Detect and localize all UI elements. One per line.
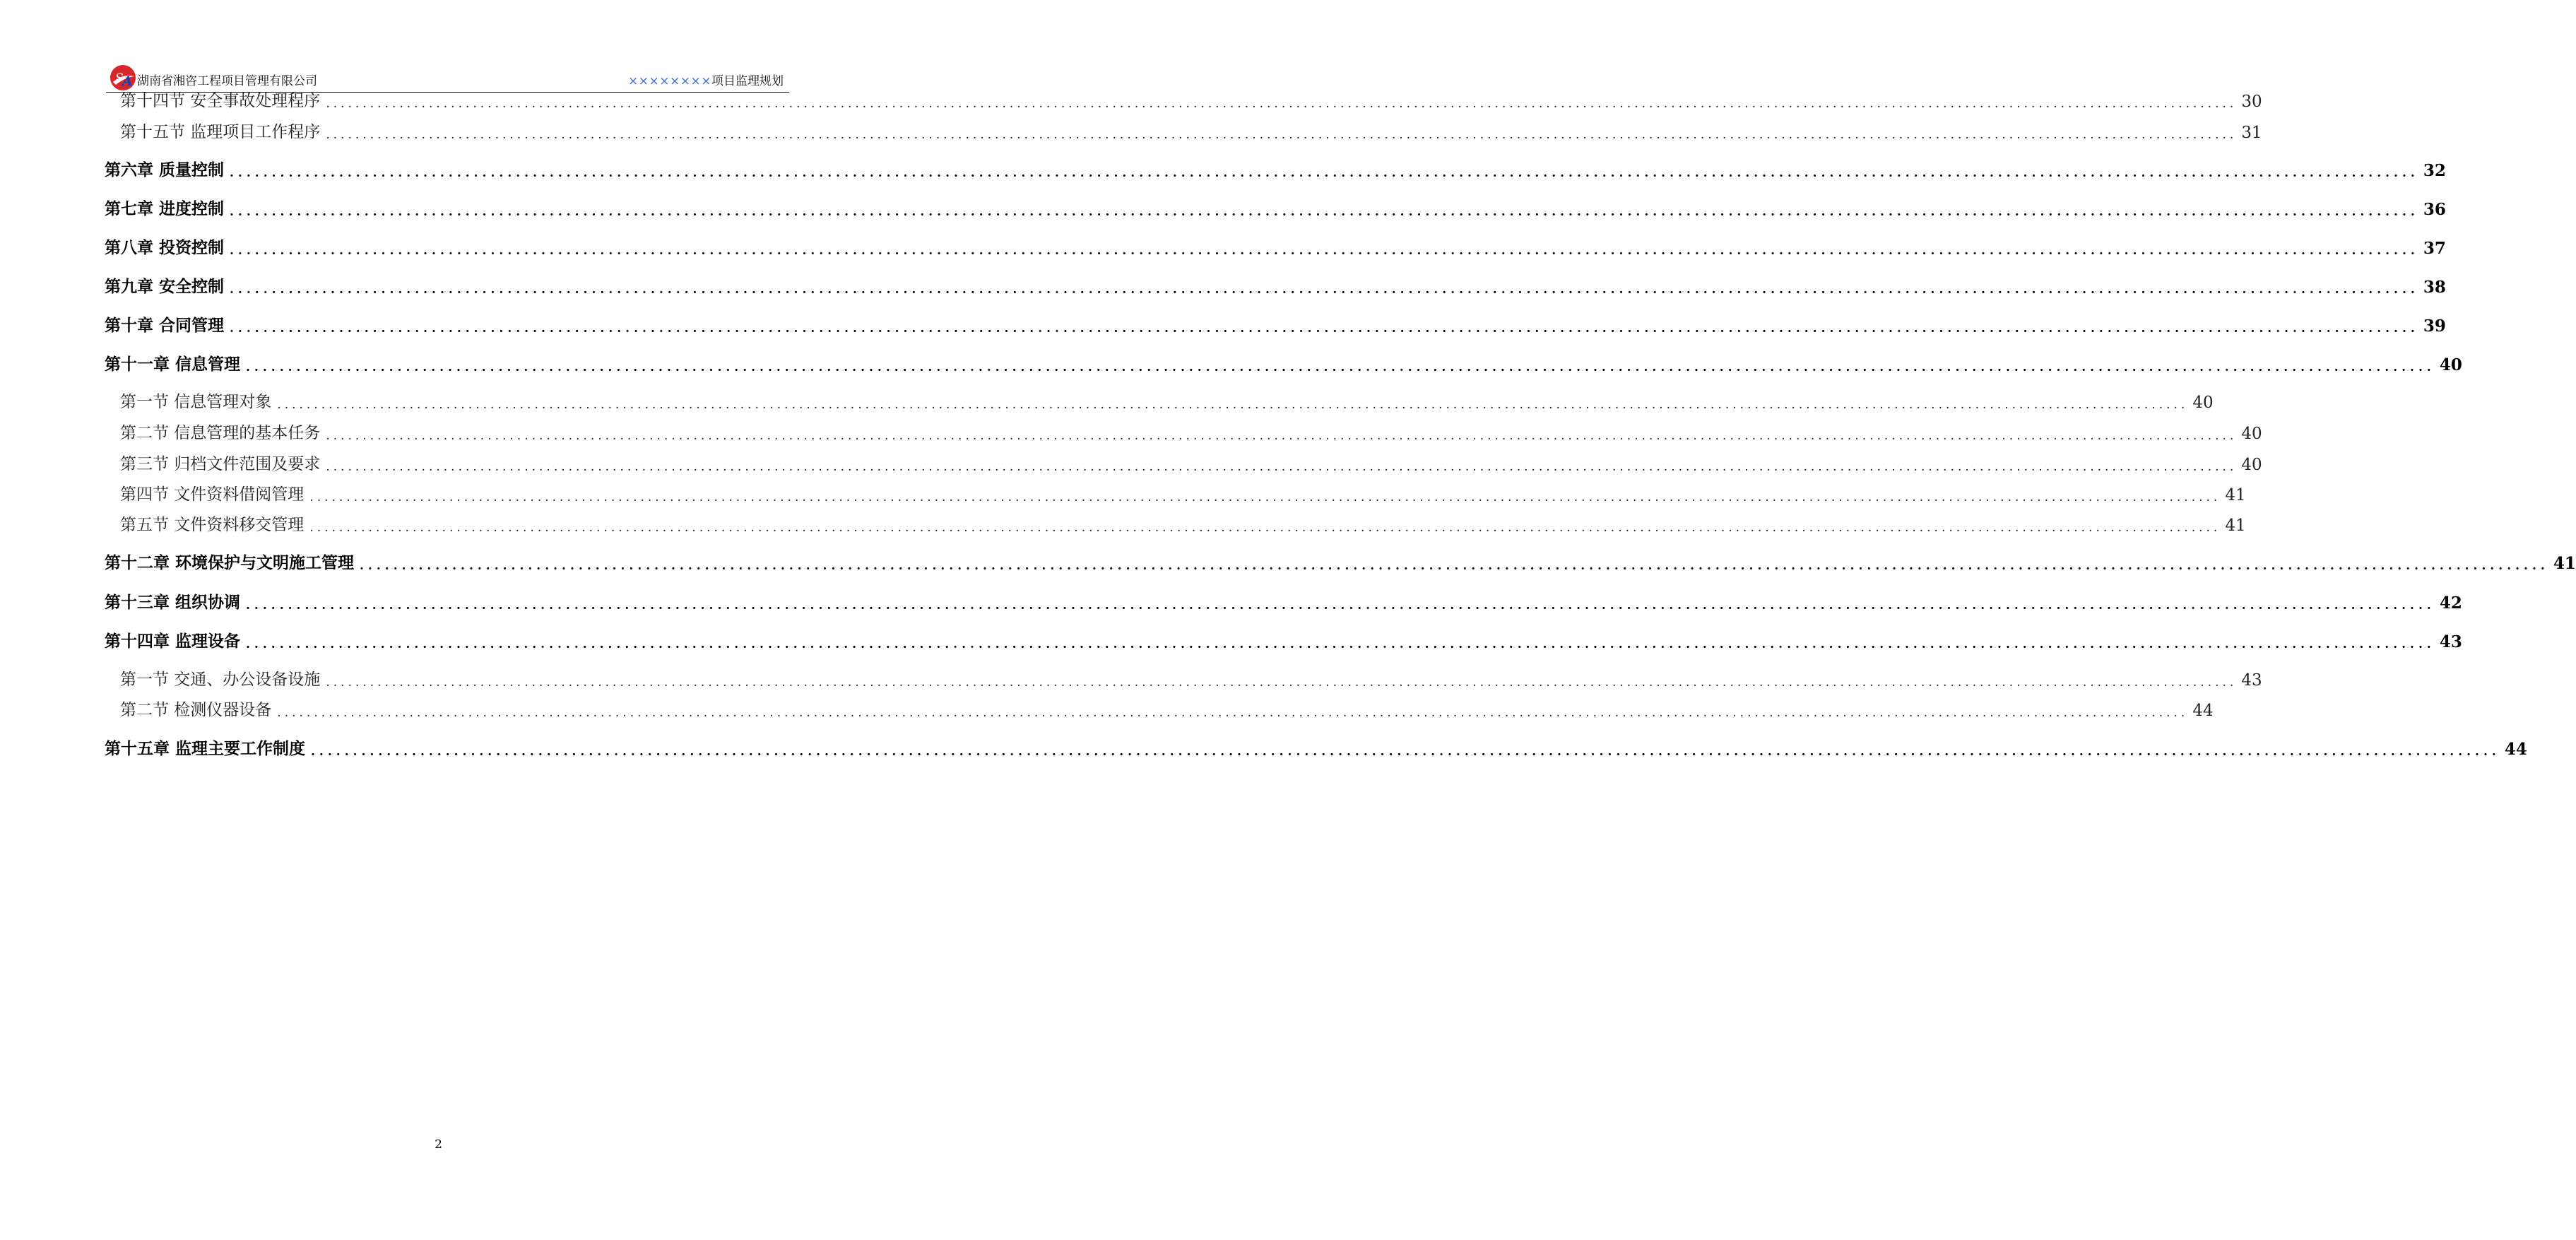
toc-leader-dots: ....................................................................................................................................................................................................................................................................	[246, 360, 2435, 374]
toc-entry-label: 第二节 信息管理的基本任务	[120, 424, 321, 442]
toc-entry-label: 第七章 进度控制	[105, 199, 225, 218]
toc-section-entry[interactable]	[120, 119, 2262, 142]
toc-section-entry[interactable]	[120, 666, 2262, 690]
toc-entry-label: 第十五节 监理项目工作程序	[120, 123, 321, 141]
toc-leader-dots: ....................................................................................................................................................................................................................................................................	[230, 244, 2419, 258]
toc-entry-label: 第二节 检测仪器设备	[120, 701, 272, 719]
toc-entry-page: 40	[2192, 394, 2214, 412]
toc-entry-page: 40	[2439, 355, 2462, 374]
toc-entry-label: 第十五章 监理主要工作制度	[105, 739, 306, 758]
toc-section-entry[interactable]	[120, 697, 2214, 720]
toc-entry-page: 42	[2439, 594, 2462, 613]
toc-section-entry[interactable]	[120, 451, 2262, 474]
toc-leader-dots: ....................................................................................................................................................................................................................................................................	[326, 460, 2238, 474]
toc-leader-dots: ....................................................................................................................................................................................................................................................................	[277, 398, 2189, 412]
toc-chapter-entry[interactable]	[105, 273, 2446, 297]
toc-chapter-entry[interactable]	[105, 736, 2527, 759]
toc-entry-label: 第十一章 信息管理	[105, 355, 241, 374]
toc-chapter-entry[interactable]	[105, 157, 2446, 180]
toc-leader-dots: ....................................................................................................................................................................................................................................................................	[311, 745, 2500, 759]
toc-chapter-entry[interactable]	[105, 312, 2446, 336]
toc-leader-dots: ....................................................................................................................................................................................................................................................................	[326, 429, 2238, 443]
toc-leader-dots: ....................................................................................................................................................................................................................................................................	[277, 706, 2189, 720]
toc-entry-label: 第十章 合同管理	[105, 316, 225, 335]
toc-entry-label: 第四节 文件资料借阅管理	[120, 485, 305, 504]
toc-chapter-entry[interactable]	[105, 550, 2576, 573]
toc-chapter-entry[interactable]	[105, 196, 2446, 219]
toc-entry-label: 第八章 投资控制	[105, 238, 225, 257]
svg-text:A: A	[122, 73, 133, 89]
toc-leader-dots: ....................................................................................................................................................................................................................................................................	[230, 283, 2419, 297]
toc-entry-label: 第三节 归档文件范围及要求	[120, 455, 321, 473]
toc-entry-label: 第六章 质量控制	[105, 160, 225, 179]
title-placeholder-marks: ××××××××	[628, 74, 711, 88]
toc-entry-label: 第一节 交通、办公设备设施	[120, 671, 321, 689]
toc-entry-page: 40	[2241, 425, 2262, 443]
toc-entry-page: 37	[2423, 239, 2446, 258]
toc-entry-page: 40	[2241, 456, 2262, 474]
toc-entry-page: 41	[2553, 554, 2576, 573]
toc-leader-dots: ....................................................................................................................................................................................................................................................................	[326, 675, 2238, 690]
toc-leader-dots: ....................................................................................................................................................................................................................................................................	[230, 205, 2419, 219]
toc-entry-page: 38	[2423, 278, 2446, 297]
toc-entry-page: 31	[2241, 124, 2262, 142]
toc-entry-page: 44	[2504, 740, 2527, 759]
toc-entry-label: 第十四节 安全事故处理程序	[120, 92, 321, 110]
toc-entry-page: 36	[2423, 200, 2446, 219]
toc-entry-page: 32	[2423, 161, 2446, 180]
toc-section-entry[interactable]	[120, 481, 2246, 504]
toc-leader-dots: ....................................................................................................................................................................................................................................................................	[309, 490, 2221, 504]
toc-entry-label: 第五节 文件资料移交管理	[120, 516, 305, 534]
toc-entry-label: 第九章 安全控制	[105, 277, 225, 296]
toc-leader-dots: ....................................................................................................................................................................................................................................................................	[309, 521, 2221, 535]
toc-entry-page: 30	[2241, 93, 2262, 111]
toc-entry-page: 43	[2241, 671, 2262, 690]
company-name: 湖南省湘咨工程项目管理有限公司	[137, 74, 317, 88]
svg-text:S: S	[115, 71, 124, 85]
toc-entry-label: 第十二章 环境保护与文明施工管理	[105, 553, 355, 572]
toc-leader-dots: ....................................................................................................................................................................................................................................................................	[230, 166, 2419, 180]
toc-leader-dots: ....................................................................................................................................................................................................................................................................	[230, 321, 2419, 336]
toc-chapter-entry[interactable]	[105, 628, 2462, 651]
toc-leader-dots: ....................................................................................................................................................................................................................................................................	[326, 128, 2238, 142]
toc-entry-label: 第一节 信息管理对象	[120, 393, 272, 411]
toc-entry-page: 41	[2225, 486, 2246, 504]
toc-section-entry[interactable]	[120, 420, 2262, 443]
toc-section-entry[interactable]	[120, 389, 2214, 412]
toc-leader-dots: ....................................................................................................................................................................................................................................................................	[246, 598, 2435, 613]
toc-entry-page: 43	[2439, 632, 2462, 651]
toc-chapter-entry[interactable]	[105, 235, 2446, 258]
toc-chapter-entry[interactable]	[105, 351, 2462, 374]
toc-entry-page: 44	[2192, 702, 2214, 720]
toc-leader-dots: ....................................................................................................................................................................................................................................................................	[246, 637, 2435, 651]
toc-section-entry[interactable]	[120, 88, 2262, 111]
toc-entry-page: 39	[2423, 317, 2446, 336]
toc-leader-dots: ....................................................................................................................................................................................................................................................................	[360, 559, 2549, 573]
toc-chapter-entry[interactable]	[105, 589, 2462, 613]
toc-leader-dots: ....................................................................................................................................................................................................................................................................	[326, 97, 2238, 111]
toc-entry-label: 第十三章 组织协调	[105, 593, 241, 612]
toc-section-entry[interactable]	[120, 512, 2246, 535]
title-text: 项目监理规划	[711, 74, 784, 88]
toc-entry-label: 第十四章 监理设备	[105, 632, 241, 651]
toc-entry-page: 41	[2225, 516, 2246, 535]
page-number: 2	[435, 1138, 442, 1152]
